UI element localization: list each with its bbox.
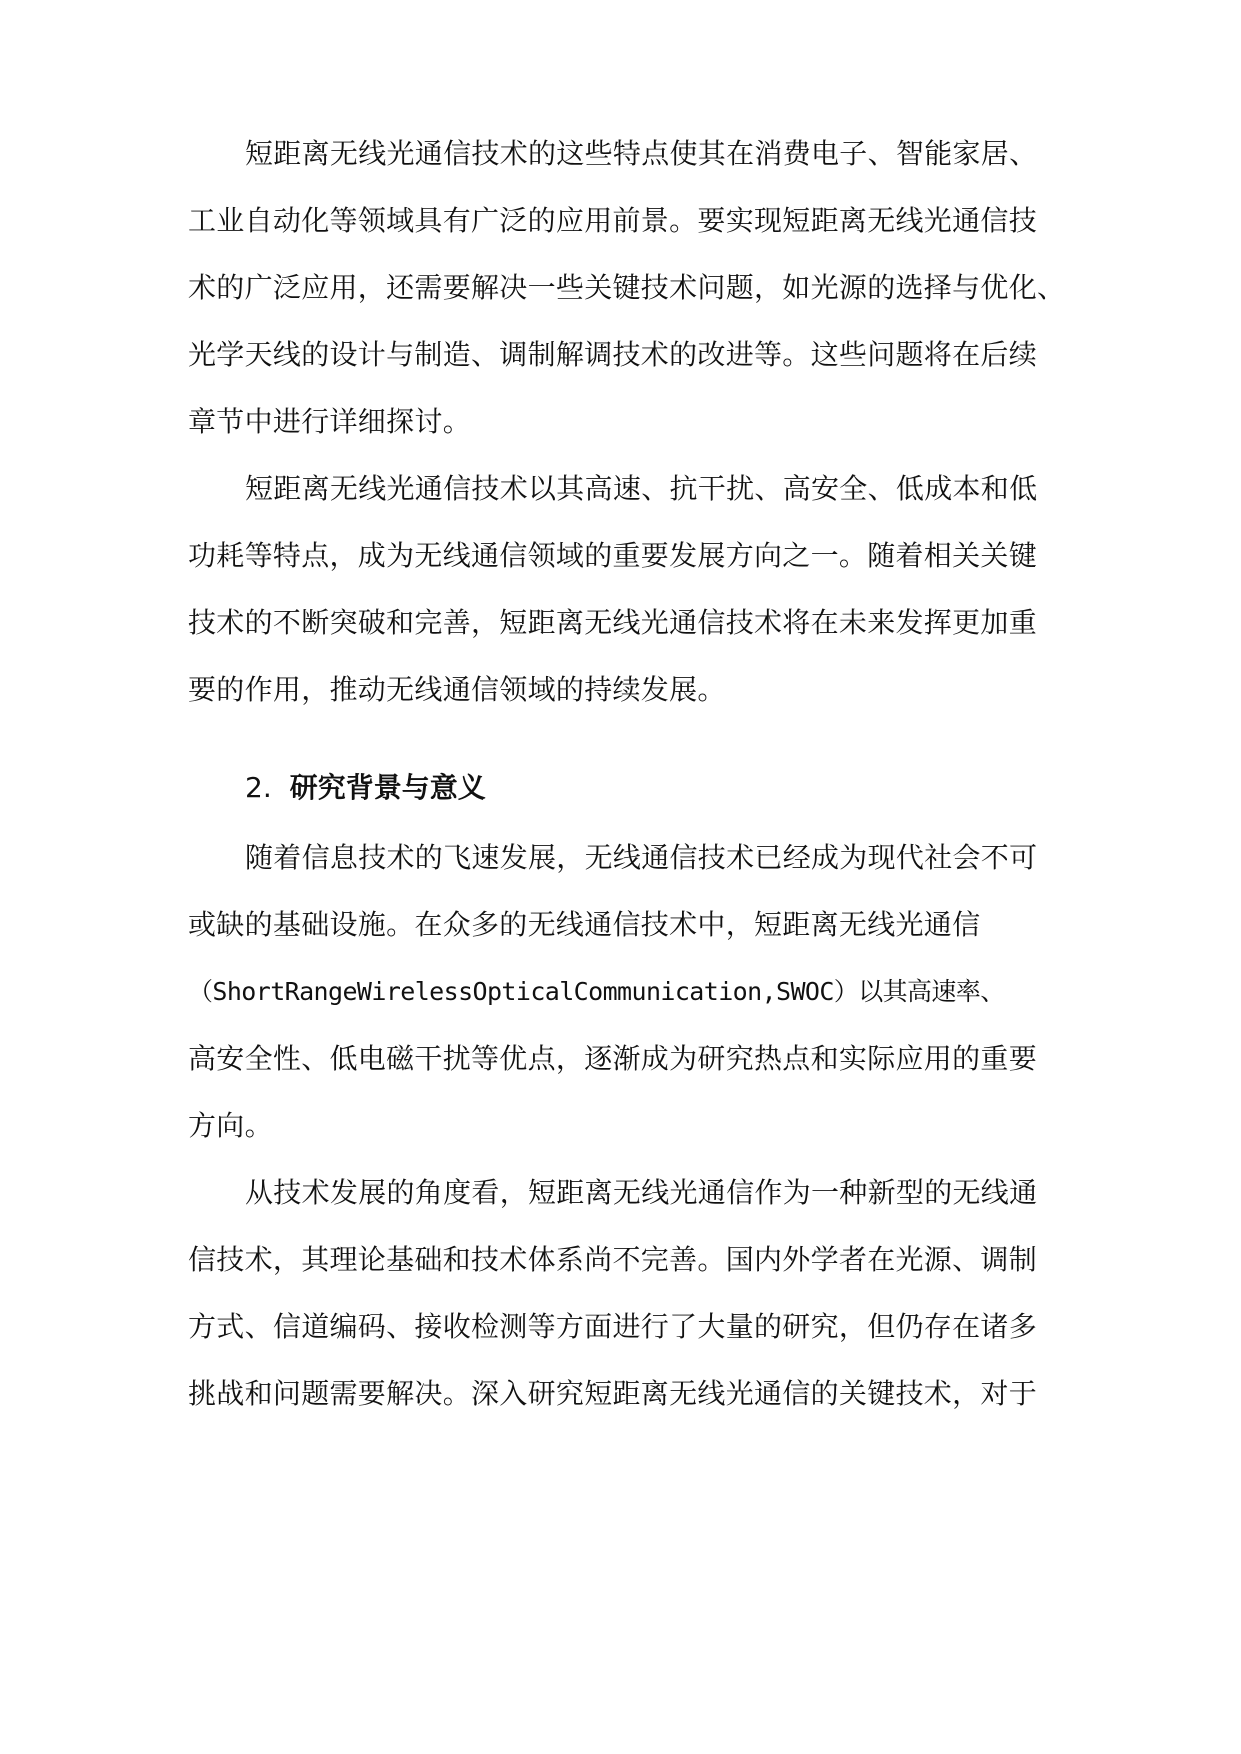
paragraph-3-line-4: 高安全性、低电磁干扰等优点，逐渐成为研究热点和实际应用的重要 xyxy=(188,1042,1038,1075)
paragraph-3-line-1: 随着信息技术的飞速发展，无线通信技术已经成为现代社会不可 xyxy=(245,841,1038,874)
paragraph-3-line-3: （ShortRangeWirelessOpticalCommunication,SWOC）以其高速率、 xyxy=(188,977,1005,1006)
paragraph-1-line-5: 章节中进行详细探讨。 xyxy=(188,405,472,438)
section-heading xyxy=(245,768,486,808)
paragraph-4-line-3: 方式、信道编码、接收检测等方面进行了大量的研究，但仍存在诸多 xyxy=(188,1310,1038,1343)
paragraph-2-line-4: 要的作用，推动无线通信领域的持续发展。 xyxy=(188,673,726,706)
paragraph-4-line-1: 从技术发展的角度看，短距离无线光通信作为一种新型的无线通 xyxy=(245,1176,1038,1209)
paragraph-3-line-5: 方向。 xyxy=(188,1109,273,1142)
paragraph-4-line-4: 挑战和问题需要解决。深入研究短距离无线光通信的关键技术，对于 xyxy=(188,1377,1038,1410)
paragraph-1-line-1: 短距离无线光通信技术的这些特点使其在消费电子、智能家居、 xyxy=(245,137,1038,170)
paragraph-2-line-2: 功耗等特点，成为无线通信领域的重要发展方向之一。随着相关关键 xyxy=(188,539,1038,572)
paragraph-2-line-1: 短距离无线光通信技术以其高速、抗干扰、高安全、低成本和低 xyxy=(245,472,1038,505)
paragraph-3-line-2: 或缺的基础设施。在众多的无线通信技术中，短距离无线光通信 xyxy=(188,908,981,941)
paragraph-2-line-3: 技术的不断突破和完善，短距离无线光通信技术将在未来发挥更加重 xyxy=(188,606,1038,639)
paragraph-1-line-3: 术的广泛应用，还需要解决一些关键技术问题，如光源的选择与优化、 xyxy=(188,271,1066,304)
section-number: 2. xyxy=(245,771,272,804)
section-title: 研究背景与意义 xyxy=(289,771,486,804)
paragraph-1-line-2: 工业自动化等领域具有广泛的应用前景。要实现短距离无线光通信技 xyxy=(188,204,1038,237)
paragraph-1-line-4: 光学天线的设计与制造、调制解调技术的改进等。这些问题将在后续 xyxy=(188,338,1038,371)
paragraph-4-line-2: 信技术，其理论基础和技术体系尚不完善。国内外学者在光源、调制 xyxy=(188,1243,1038,1276)
